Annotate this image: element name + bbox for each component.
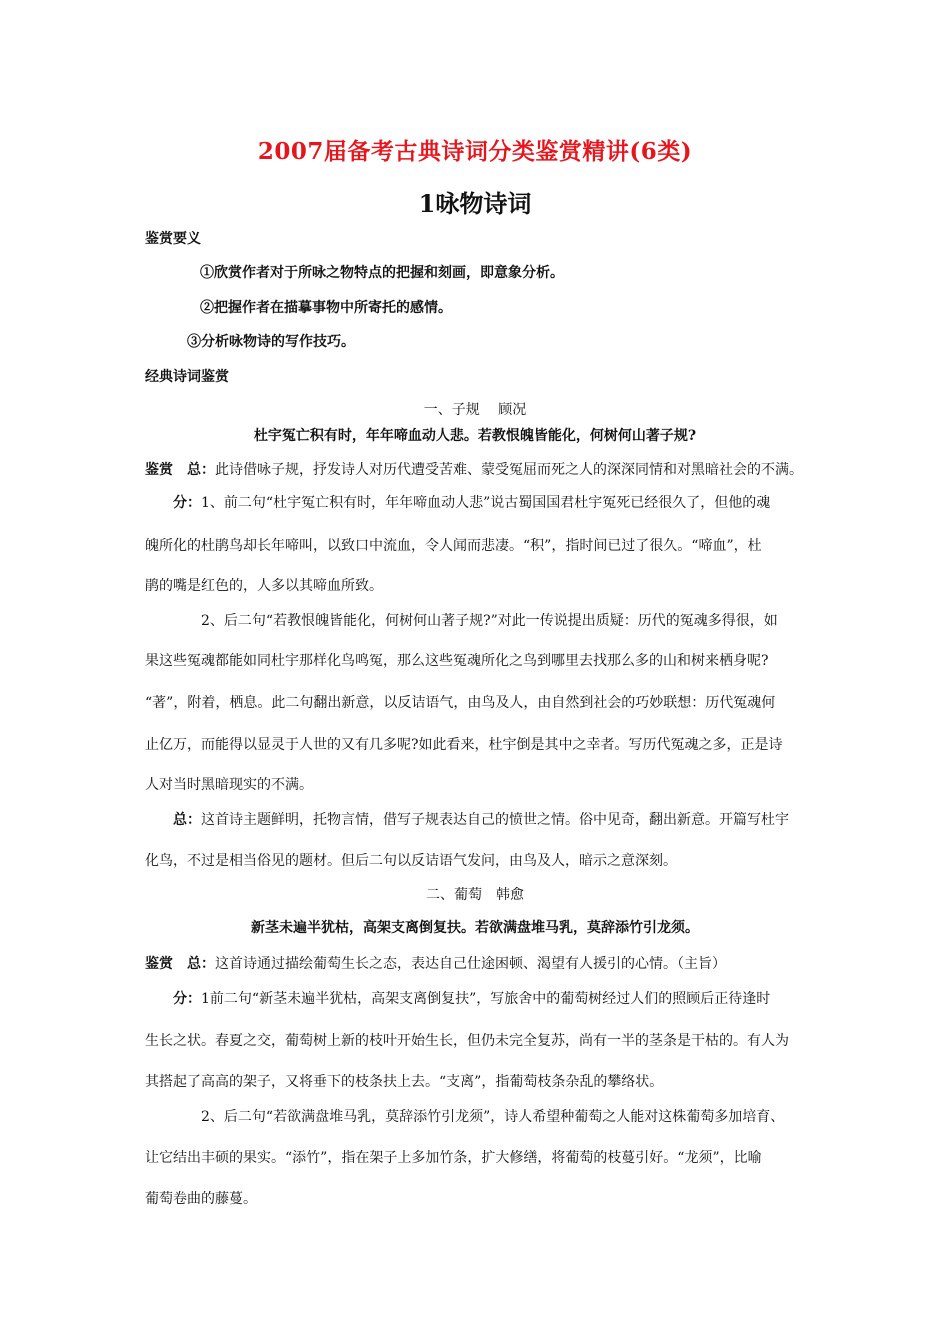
poem2-analysis-line-5: 让它结出丰硕的果实。“添竹”，指在架子上多加竹条，扩大修缮，将葡萄的枝蔓引好。“龙须”，比喻: [145, 1150, 762, 1166]
analysis-label: 分：: [173, 991, 201, 1007]
poem2-text: 新茎未遍半犹枯，高架支离倒复扶。若欲满盘堆马乳，莫辞添竹引龙须。: [251, 920, 699, 936]
conclusion-text: 这首诗主题鲜明，托物言情，借写子规表达自己的愤世之情。俗中见奇，翻出新意。开篇写杜宇: [201, 812, 789, 828]
section-title: 1咏物诗词: [418, 189, 532, 218]
summary-text: 此诗借咏子规，抒发诗人对历代遭受苦难、蒙受冤屈而死之人的深深同情和对黑暗社会的不满。: [215, 462, 803, 478]
requirement-item-2: ②把握作者在描摹事物中所寄托的感情。: [200, 300, 452, 316]
summary-label: 鉴赏 总：: [145, 956, 215, 972]
poem1-analysis-line-7: 止亿万，而能得以显灵于人世的又有几多呢?如此看来，杜宇倒是其中之幸者。写历代冤魂之多，正是诗: [145, 737, 783, 753]
poem2-analysis-line-3: 其搭起了高高的架子，又将垂下的枝条扶上去。“支离”，指葡萄枝条杂乱的攀络状。: [145, 1074, 664, 1090]
requirement-item-1: ①欣赏作者对于所咏之物特点的把握和刻画，即意象分析。: [200, 265, 564, 281]
document-title: 2007届备考古典诗词分类鉴赏精讲(6类): [257, 138, 693, 165]
requirement-item-3: ③分析咏物诗的写作技巧。: [187, 334, 355, 350]
poem2-analysis-line-6: 葡萄卷曲的藤蔓。: [145, 1191, 257, 1207]
analysis-text: 1前二句“新茎未遍半犹枯，高架支离倒复扶”，写旅舍中的葡萄树经过人们的照顾后正待逢时: [201, 991, 771, 1007]
poem1-title: 一、子规 顾况: [423, 402, 527, 418]
analysis-text: 1、前二句“杜宇冤亡积有时，年年啼血动人悲”说古蜀国国君杜宇冤死已经很久了，但他的魂: [201, 495, 771, 511]
classics-heading: 经典诗词鉴赏: [145, 369, 229, 385]
conclusion-label: 总：: [173, 812, 201, 828]
poem1-analysis-line-6: “著”，附着，栖息。此二句翻出新意，以反诘语气，由鸟及人，由自然到社会的巧妙联想：历代冤魂何: [145, 695, 776, 711]
poem1-conclusion-line-2: 化鸟，不过是相当俗见的题材。但后二句以反诘语气发问，由鸟及人，暗示之意深刻。: [145, 853, 677, 869]
poem1-analysis-line-5: 果这些冤魂都能如同杜宇那样化鸟鸣冤，那么这些冤魂所化之鸟到哪里去找那么多的山和树来栖身呢?: [145, 653, 769, 669]
requirements-heading: 鉴赏要义: [145, 231, 201, 247]
summary-label: 鉴赏 总：: [145, 462, 215, 478]
poem1-analysis-line-1: [173, 492, 770, 512]
poem1-analysis-line-8: 人对当时黑暗现实的不满。: [145, 777, 313, 793]
poem2-analysis-line-4: 2、后二句“若欲满盘堆马乳，莫辞添竹引龙须”，诗人希望种葡萄之人能对这株葡萄多加培育、: [201, 1109, 785, 1125]
poem1-conclusion-line-1: [173, 809, 789, 829]
poem2-analysis-line-2: 生长之状。春夏之交，葡萄树上新的枝叶开始生长，但仍未完全复苏，尚有一半的茎条是干枯的。有人为: [145, 1033, 789, 1049]
poem2-title: 二、葡萄 韩愈: [426, 887, 524, 903]
poem1-summary: [145, 459, 803, 479]
poem1-analysis-line-3: 鹃的嘴是红色的，人多以其啼血所致。: [145, 578, 383, 594]
poem2-summary: [145, 953, 726, 973]
summary-text: 这首诗通过描绘葡萄生长之态，表达自己仕途困顿、渴望有人援引的心情。（主旨）: [215, 956, 726, 972]
poem1-analysis-line-2: 魄所化的杜鹃鸟却长年啼叫，以致口中流血，令人闻而悲凄。“积”，指时间已过了很久。“啼血”，杜: [145, 538, 762, 554]
poem1-analysis-line-4: 2、后二句“若教恨魄皆能化，何树何山著子规?”对此一传说提出质疑：历代的冤魂多得很，如: [201, 613, 778, 629]
poem1-text: 杜宇冤亡积有时，年年啼血动人悲。若教恨魄皆能化，何树何山著子规?: [253, 428, 697, 444]
poem2-analysis-line-1: [173, 988, 770, 1008]
analysis-label: 分：: [173, 495, 201, 511]
